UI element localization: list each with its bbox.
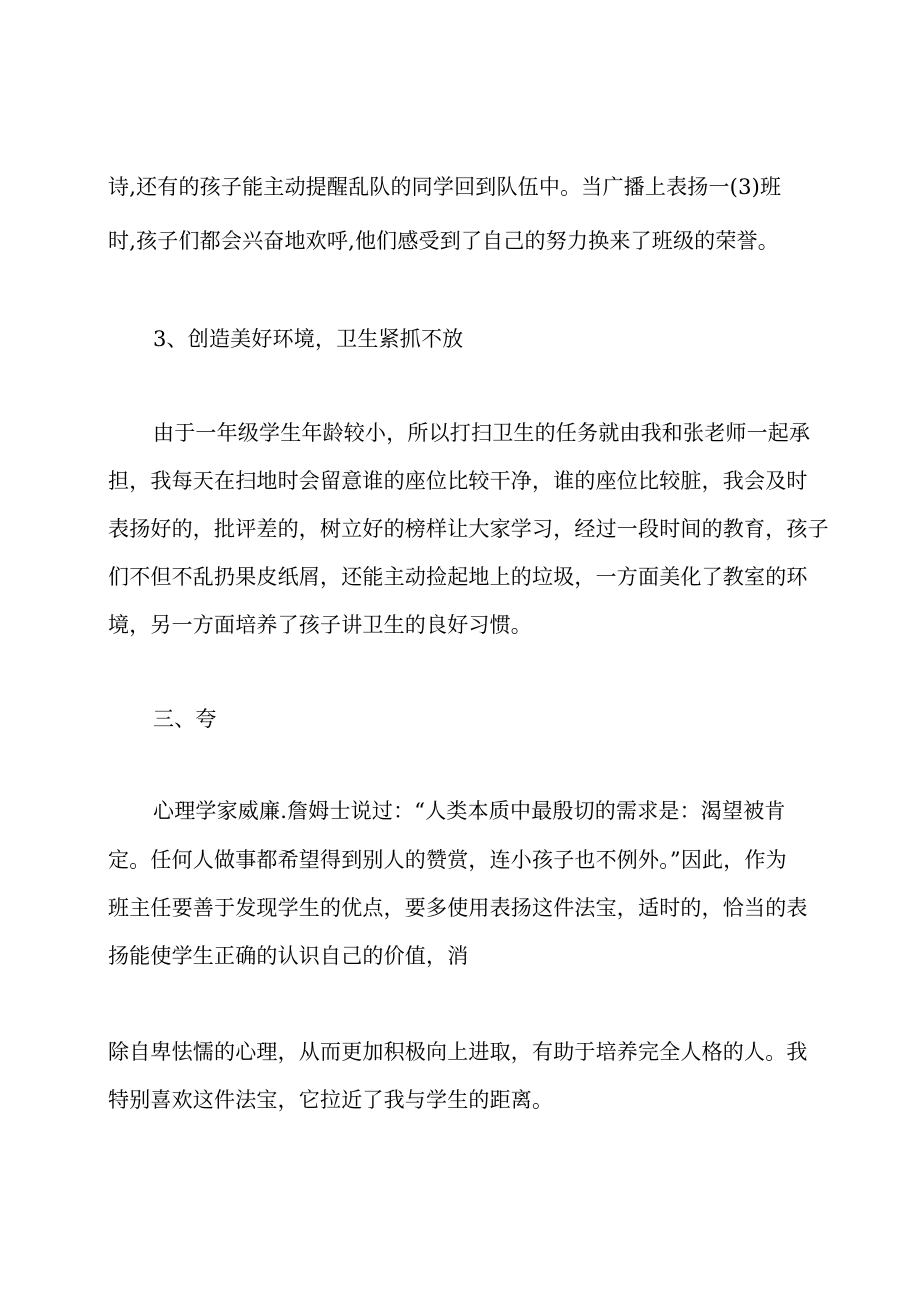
paragraph-4-line-1: 除自卑怯懦的心理，从而更加积极向上进取，有助于培养完全人格的人。我 bbox=[108, 1040, 808, 1064]
paragraph-2-line-2: 担，我每天在扫地时会留意谁的座位比较干净，谁的座位比较脏，我会及时 bbox=[108, 469, 808, 493]
section-heading: 三、夸 bbox=[153, 707, 217, 731]
paragraph-3-line-1: 心理学家威廉.詹姆士说过：“人类本质中最殷切的需求是：渴望被肯 bbox=[153, 799, 786, 823]
paragraph-2-line-4: 们不但不乱扔果皮纸屑，还能主动捡起地上的垃圾，一方面美化了教室的环 bbox=[108, 565, 808, 589]
paragraph-3-line-2: 定。任何人做事都希望得到别人的赞赏，连小孩子也不例外。”因此，作为 bbox=[108, 848, 787, 872]
paragraph-3-line-4: 扬能使学生正确的认识自己的价值，消 bbox=[108, 944, 469, 968]
subheading-3: 3、创造美好环境，卫生紧抓不放 bbox=[153, 327, 464, 351]
paragraph-4-line-2: 特别喜欢这件法宝，它拉近了我与学生的距离。 bbox=[108, 1088, 554, 1112]
paragraph-3-line-3: 班主任要善于发现学生的优点，要多使用表扬这件法宝，适时的，恰当的表 bbox=[108, 896, 808, 920]
paragraph-2-line-3: 表扬好的，批评差的，树立好的榜样让大家学习，经过一段时间的教育，孩子 bbox=[108, 517, 829, 541]
paragraph-2-line-1: 由于一年级学生年龄较小，所以打扫卫生的任务就由我和张老师一起承 bbox=[153, 421, 811, 445]
paragraph-1-line-1: 诗,还有的孩子能主动提醒乱队的同学回到队伍中。当广播上表扬一(3)班 bbox=[108, 175, 782, 199]
paragraph-1-line-2: 时,孩子们都会兴奋地欢呼,他们感受到了自己的努力换来了班级的荣誉。 bbox=[108, 229, 779, 253]
paragraph-2-line-5: 境，另一方面培养了孩子讲卫生的良好习惯。 bbox=[108, 613, 532, 637]
